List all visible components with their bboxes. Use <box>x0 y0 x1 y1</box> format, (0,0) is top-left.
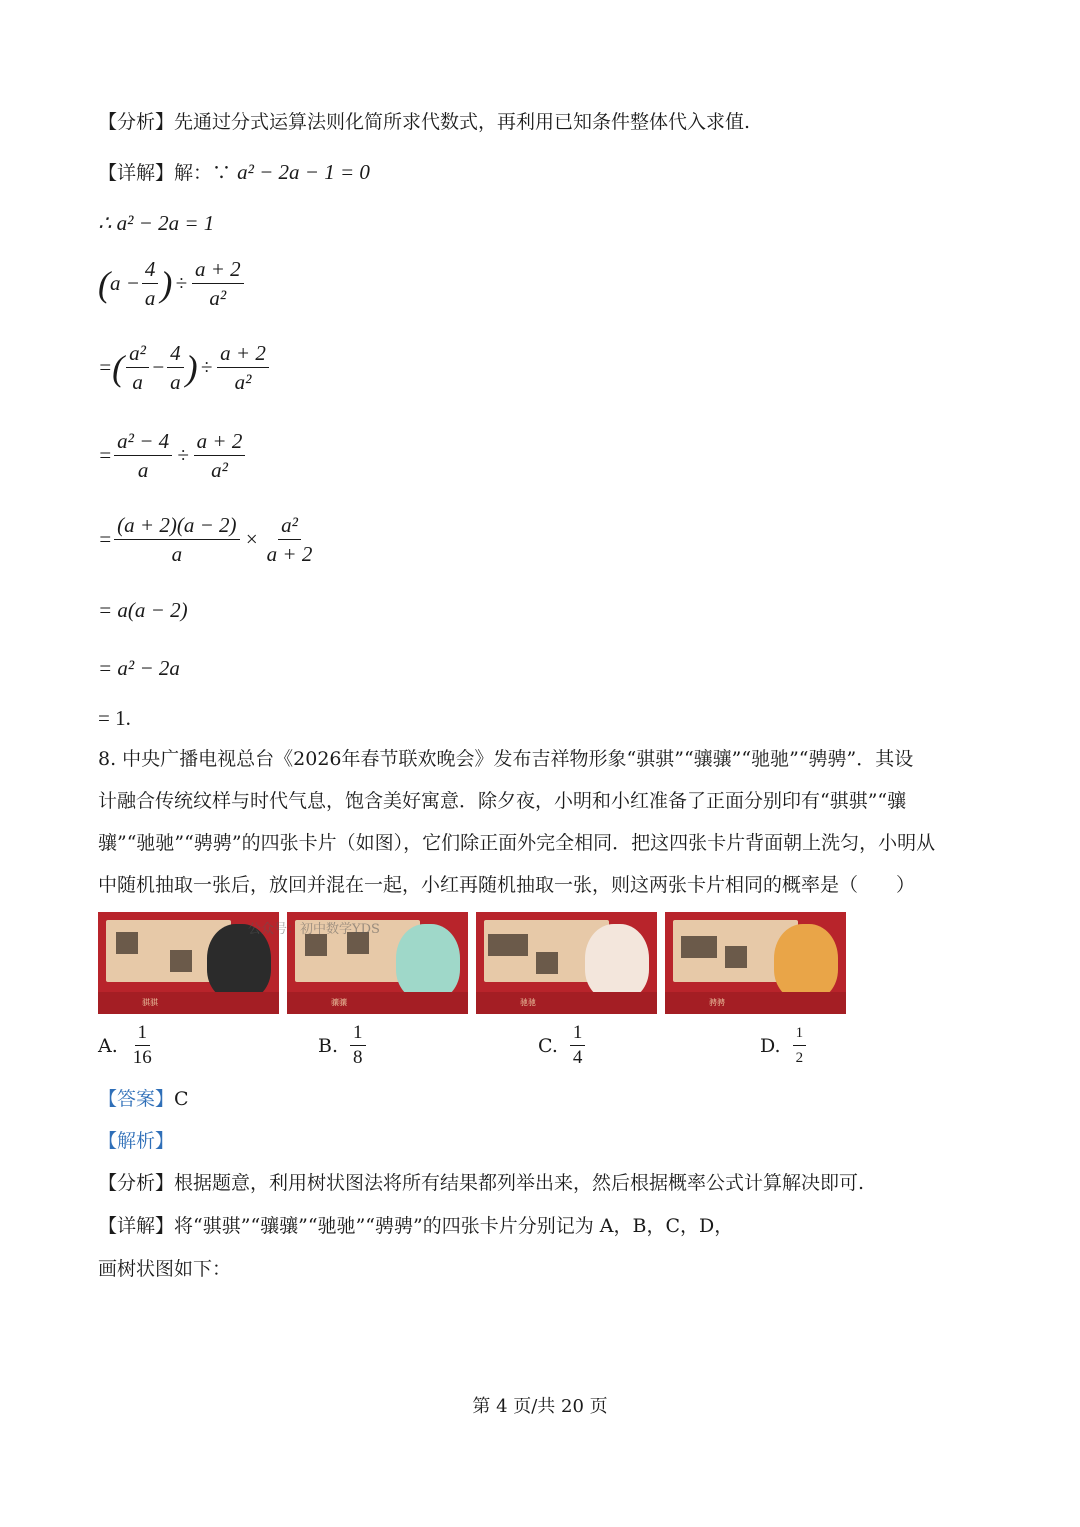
option-denominator: 16 <box>132 1047 152 1068</box>
expression-step6: = a² − 2a <box>98 656 180 680</box>
horse-mascot-icon <box>585 924 649 1000</box>
detail-prefix: 解：∵ <box>174 162 232 184</box>
expression-step5: = a(a − 2) <box>98 598 188 622</box>
detail2-label: 【详解】 <box>98 1215 175 1237</box>
question-line-3: 骧”“驰驰”“骋骋”的四张卡片（如图），它们除正面外完全相同．把这四张卡片背面朝上洗匀，小明从 <box>98 832 936 854</box>
option-numerator: 1 <box>135 1022 151 1046</box>
mascot-card <box>665 912 846 1014</box>
detail-line <box>98 160 370 185</box>
option-letter: C. <box>538 1034 558 1057</box>
explain-label: 【解析】 <box>98 1130 175 1152</box>
mascot-card <box>476 912 657 1014</box>
option-denominator: 8 <box>353 1047 363 1068</box>
question-line-2: 计融合传统纹样与时代气息，饱含美好寓意．除夕夜，小明和小红准备了正面分别印有“骐骐”“骧 <box>98 790 907 812</box>
page-footer: 第 4 页/共 20 页 <box>472 1396 608 1417</box>
question-line-1: 8. 中央广播电视总台《2026年春节联欢晚会》发布吉祥物形象“骐骐”“骧骧”“驰驰”“骋骋”．其设 <box>98 748 914 770</box>
option-denominator: 4 <box>572 1047 583 1068</box>
expression-step2: = ( $\frac{\text{a²}}{a}$ − $\frac{4}{a}$ ) ÷ $\frac{a + 2}{\text{a²}}$ <box>98 340 271 395</box>
option-letter: B. <box>318 1034 339 1057</box>
expression-original: ( a − $\frac{4}{a}$ ) ÷ $\frac{a + 2}{\text{a²}}$ <box>98 256 246 311</box>
analysis-text: 先通过分式运算法则化简所求代数式，再利用已知条件整体代入求值. <box>174 111 751 133</box>
question-line-4: 中随机抽取一张后，放回并混在一起，小红再随机抽取一张，则这两张卡片相同的概率是（ ） <box>98 874 916 896</box>
option-numerator: 1 <box>793 1022 807 1046</box>
option-numerator: 1 <box>570 1022 586 1046</box>
step-therefore: ∴ a² − 2a = 1 <box>98 211 215 235</box>
expression-step3: = $\frac{\text{a² − 4}}{a}$ ÷ $\frac{a + 2}{\text{a²}}$ <box>98 428 247 483</box>
option-b[interactable] <box>318 1022 368 1069</box>
mascot-cards-image <box>98 912 846 1014</box>
watermark-text <box>437 930 467 942</box>
card-label: 驰驰 <box>520 998 536 1007</box>
analysis2-label: 【分析】 <box>98 1172 175 1194</box>
detail2-text: 将“骐骐”“骧骧”“驰驰”“骋骋”的四张卡片分别记为 A，B，C，D， <box>174 1215 734 1237</box>
expression-step4: = $\frac{(a + 2)(a - 2)}{a}$ × $\frac{\text{a²}}{a + 2}$ <box>98 513 313 566</box>
answer-value: C <box>174 1088 189 1110</box>
option-d[interactable] <box>760 1022 808 1069</box>
tree-intro: 画树状图如下： <box>98 1258 232 1280</box>
analysis-label: 【分析】 <box>98 111 175 133</box>
given-equation: a² − 2a − 1 = 0 <box>237 160 370 184</box>
card-label: 骧骧 <box>331 998 347 1007</box>
question-8 <box>98 738 988 906</box>
watermark: 公众号：初中数学YDS <box>248 922 380 937</box>
option-letter: D. <box>760 1034 781 1057</box>
card-label: 骋骋 <box>709 998 725 1007</box>
detail2-line <box>98 1214 733 1238</box>
analysis-line <box>98 110 750 134</box>
expression-result: = 1. <box>98 706 131 730</box>
card-label: 骐骐 <box>142 998 158 1007</box>
option-letter: A. <box>98 1034 118 1057</box>
analysis2-text: 根据题意，利用树状图法将所有结果都列举出来，然后根据概率公式计算解决即可. <box>174 1172 865 1194</box>
answer-line <box>98 1087 189 1111</box>
option-numerator: 1 <box>350 1022 366 1046</box>
option-denominator: 2 <box>795 1050 804 1066</box>
answer-label: 【答案】 <box>98 1088 175 1110</box>
horse-mascot-icon <box>774 924 838 1000</box>
option-c[interactable] <box>538 1022 587 1069</box>
detail-label: 【详解】 <box>98 162 175 184</box>
option-a[interactable] <box>98 1022 157 1069</box>
analysis2-line <box>98 1171 864 1195</box>
